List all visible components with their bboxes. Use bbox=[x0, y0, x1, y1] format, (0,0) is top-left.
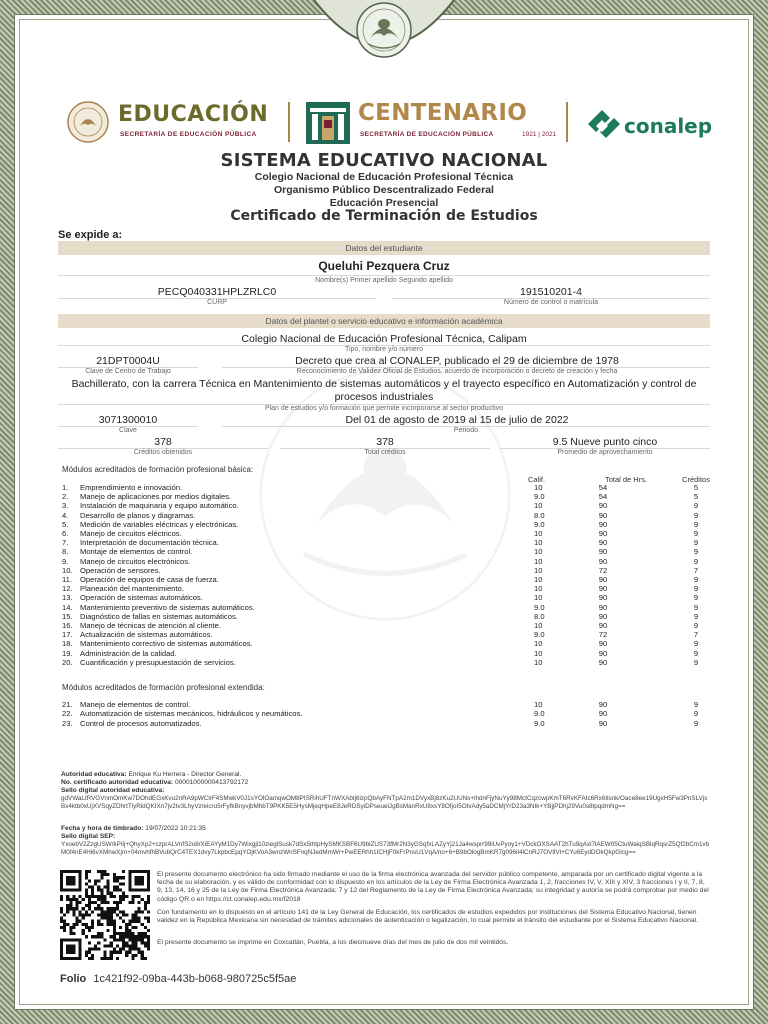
conalep-mark-icon bbox=[586, 106, 622, 140]
divider bbox=[58, 275, 710, 276]
module-row bbox=[58, 557, 710, 566]
module-name: Manejo de elementos de control. bbox=[80, 700, 191, 709]
module-row bbox=[58, 639, 710, 648]
logo-educacion-text: EDUCACIÓN bbox=[118, 102, 269, 127]
authority-value: Enrique Ku Herrera - Director General. bbox=[128, 771, 242, 778]
logo-educacion-subtitle: SECRETARÍA DE EDUCACIÓN PÚBLICA bbox=[120, 131, 257, 138]
module-row bbox=[58, 621, 710, 630]
basic-modules-title: Módulos acreditados de formación profesional básica: bbox=[62, 465, 254, 474]
module-credits: 9 bbox=[693, 593, 699, 603]
module-number: 20. bbox=[62, 657, 73, 667]
legal-text-print-place: El presente documento se imprime en Coxcatlán, Puebla, a los diecinueve días del mes de julio de dos mil veintidós. bbox=[157, 939, 509, 946]
module-credits: 9 bbox=[693, 556, 699, 566]
module-hours: 90 bbox=[598, 519, 608, 529]
logo-educacion bbox=[66, 100, 276, 146]
logo-centenario bbox=[304, 98, 564, 146]
module-row bbox=[58, 511, 710, 520]
legal-text-validity: Con fundamento en lo dispuesto en el artículo 141 de la Ley General de Educación, los certificados de estudios expedidos por instituciones del Sistema Educativo Nacional, tienen validez en la República Mexicana sin necesidad de trámites adicionales de autenticación o legalización, lo cual permite el tránsito del estudiante por el Sistema Educativo Nacional. bbox=[157, 909, 699, 925]
total-credits-label: Total créditos bbox=[364, 449, 406, 456]
module-credits: 7 bbox=[693, 565, 699, 575]
module-grade: 10 bbox=[534, 639, 543, 649]
module-number: 22. bbox=[62, 709, 73, 719]
module-name: Operación de sensores. bbox=[80, 565, 161, 575]
column-calif-header: Calif. bbox=[528, 475, 546, 484]
module-number: 11. bbox=[62, 575, 72, 584]
centenario-building-icon bbox=[304, 98, 352, 146]
school-section-band: Datos del plantel o servicio educativo e información académica bbox=[58, 314, 710, 328]
module-name: Operación de equipos de casa de fuerza. bbox=[80, 575, 219, 584]
module-credits: 5 bbox=[693, 492, 699, 502]
module-hours: 90 bbox=[598, 718, 608, 728]
logo-separator bbox=[288, 102, 290, 142]
institution-name: Colegio Nacional de Educación Profesional Técnica bbox=[254, 171, 514, 183]
curp-label: CURP bbox=[207, 299, 227, 306]
module-grade: 10 bbox=[534, 657, 543, 667]
module-credits: 9 bbox=[693, 611, 699, 621]
legal-text-signature: El presente documento electrónico ha sido firmado mediante el uso de la firma electrónica avanzada del servidor público competente, amparada por un certificado digital vigente a la fecha de su elaboración, y es válido de conformidad con lo dispuesto en los artículos de la Ley de Firma Electrónica Avanzada 1, 2, fracciones IV, V, XIII y XIV, 3 fracciones I y II, 7, 8, 9, 13, 14, 16 y 25 de la Ley de Firma Electrónica Avanzada; 7 y 12 del Reglamento de la Ley de Firma Electrónica Avanzada; su integridad y autoría se podrá comprobar por medio del código QR o en https://ct.conalep.edu.mx/f2018 bbox=[157, 871, 709, 903]
logo-centenario-text: CENTENARIO bbox=[358, 100, 528, 126]
education-mode: Educación Presencial bbox=[329, 197, 439, 209]
module-hours: 72 bbox=[598, 630, 608, 640]
module-credits: 9 bbox=[693, 538, 699, 548]
national-coat-of-arms-icon bbox=[310, 0, 458, 72]
module-hours: 90 bbox=[598, 538, 608, 548]
module-credits: 9 bbox=[693, 575, 699, 584]
module-grade: 10 bbox=[534, 593, 543, 603]
module-number: 5. bbox=[62, 519, 69, 529]
student-name-label: Nombre(s) Primer apellido Segundo apellido bbox=[315, 277, 453, 284]
module-number: 9. bbox=[62, 556, 69, 566]
module-number: 15. bbox=[62, 611, 73, 621]
module-hours: 90 bbox=[598, 639, 608, 649]
module-row bbox=[58, 584, 710, 593]
module-number: 2. bbox=[62, 492, 69, 502]
school-name-label: Tipo, nombre y/o número bbox=[345, 346, 423, 353]
stamp-date-label: Fecha y hora de timbrado: bbox=[61, 825, 144, 832]
module-hours: 90 bbox=[598, 584, 608, 594]
module-name: Mantenimiento preventivo de sistemas automáticos. bbox=[80, 602, 255, 612]
module-credits: 9 bbox=[693, 510, 699, 520]
module-row bbox=[58, 719, 710, 728]
module-hours: 90 bbox=[598, 556, 608, 566]
module-number: 12. bbox=[62, 584, 73, 594]
module-name: Manejo de circuitos electrónicos. bbox=[80, 556, 191, 566]
institution-type: Organismo Público Descentralizado Federal bbox=[274, 184, 494, 196]
clave-label: Clave bbox=[119, 427, 137, 434]
module-number: 6. bbox=[62, 529, 69, 538]
authority-seal-value: gdVWaLtRVGVnmOmKw7DOhdEGxKvu2nRA9pWClrF4SMwkV0J1sYOlOamqwOM8PISRihUFTnWXAbtj6izpQbAyFNTpA2m1DVyxBj8zKu2UUNs+lhdnFjyNuYy98MctCqzcwpKmT6RvKFAtc6Rx6Ilsnk/Oace8ee19UgxH5Fw3PnSLVjsBx4ktb0xUjXVSqyZDhrtTlyRldQKIXn7jv2tv3LhyVz/eicru5rFyfkBnyvjbMhbT9PKK5E5HysMjeqHpeE8JeRDSyiDPseuelJgBsManRxU8xsY8OfjoI5OtvAdy5aDCMjYrD23a3NIk+YBjjPDhj29Vu0s8tpqdmNg== bbox=[61, 795, 708, 810]
module-hours: 90 bbox=[598, 657, 608, 667]
module-row bbox=[58, 658, 710, 667]
period-value: Del 01 de agosto de 2019 al 15 de julio de 2022 bbox=[345, 414, 569, 426]
module-row bbox=[58, 529, 710, 538]
module-grade: 9.0 bbox=[534, 709, 545, 719]
module-hours: 90 bbox=[598, 529, 608, 538]
module-number: 1. bbox=[62, 483, 69, 492]
module-credits: 9 bbox=[693, 584, 699, 594]
sep-seal-label: Sello digital SEP: bbox=[61, 833, 116, 840]
rvoe-label: Reconocimiento de Validez Oficial de Estudios, acuerdo de incorporación o decreto de creación y fecha bbox=[296, 368, 618, 375]
curp-value: PECQ040331HPLZRLC0 bbox=[157, 286, 277, 298]
logo-conalep bbox=[586, 106, 713, 142]
module-grade: 10 bbox=[534, 575, 543, 584]
credits-obtained-label: Créditos obtenidos bbox=[133, 449, 193, 456]
module-grade: 10 bbox=[534, 529, 543, 538]
module-hours: 90 bbox=[598, 501, 608, 511]
control-number-value: 191510201-4 bbox=[520, 286, 582, 298]
module-name: Desarrollo de planos y diagramas. bbox=[80, 510, 196, 520]
module-name: Montaje de elementos de control. bbox=[80, 547, 193, 557]
control-number-label: Número de control o matrícula bbox=[503, 299, 599, 306]
module-number: 17. bbox=[62, 630, 73, 640]
module-hours: 90 bbox=[598, 648, 608, 658]
module-grade: 10 bbox=[534, 547, 543, 557]
module-grade: 10 bbox=[534, 565, 543, 575]
folio bbox=[60, 973, 296, 985]
module-credits: 9 bbox=[693, 621, 699, 630]
logo-separator bbox=[566, 102, 568, 142]
credits-obtained-value: 378 bbox=[154, 436, 172, 448]
module-grade: 9.0 bbox=[534, 492, 545, 502]
module-name: Actualización de sistemas automáticos. bbox=[80, 630, 213, 640]
qr-code-icon[interactable] bbox=[60, 870, 150, 960]
issued-to-label: Se expide a: bbox=[58, 229, 123, 241]
module-name: Mantenimiento correctivo de sistemas automáticos. bbox=[80, 639, 253, 649]
institution-logos bbox=[60, 96, 713, 150]
rvoe-value: Decreto que crea al CONALEP, publicado el 29 de diciembre de 1978 bbox=[295, 355, 619, 367]
module-row bbox=[58, 492, 710, 501]
module-row bbox=[58, 483, 710, 492]
module-row bbox=[58, 547, 710, 556]
module-name: Manejo de técnicas de atención al cliente. bbox=[80, 621, 221, 630]
module-credits: 9 bbox=[693, 648, 699, 658]
module-credits: 9 bbox=[693, 709, 699, 719]
module-name: Diagnóstico de fallas en sistemas automáticos. bbox=[80, 611, 238, 621]
module-name: Manejo de aplicaciones por medios digitales. bbox=[80, 492, 232, 502]
cert-number-label: No. certificado autoridad educativa: bbox=[61, 779, 174, 786]
module-credits: 9 bbox=[693, 700, 699, 709]
module-hours: 90 bbox=[598, 510, 608, 520]
cert-number-value: 00001000000413792172 bbox=[174, 779, 249, 786]
module-number: 21. bbox=[62, 700, 73, 709]
module-name: Control de procesos automatizados. bbox=[80, 718, 202, 728]
module-grade: 8.0 bbox=[534, 510, 545, 520]
clave-value: 3071300010 bbox=[98, 414, 158, 426]
module-row bbox=[58, 520, 710, 529]
module-row bbox=[58, 709, 710, 718]
module-name: Medición de variables eléctricas y electrónicas. bbox=[80, 519, 239, 529]
module-row bbox=[58, 501, 710, 510]
module-number: 13. bbox=[62, 593, 73, 603]
module-grade: 10 bbox=[534, 621, 543, 630]
logo-conalep-text: conalep bbox=[624, 114, 713, 138]
module-name: Planeación del mantenimiento. bbox=[80, 584, 184, 594]
module-number: 16. bbox=[62, 621, 73, 630]
period-label: Periodo bbox=[453, 427, 479, 434]
module-grade: 9.0 bbox=[534, 630, 545, 640]
module-name: Emprendimiento e innovación. bbox=[80, 483, 183, 492]
authority-label: Autoridad educativa: bbox=[61, 771, 127, 778]
module-credits: 9 bbox=[693, 519, 699, 529]
module-hours: 90 bbox=[598, 709, 608, 719]
module-credits: 9 bbox=[693, 529, 699, 538]
module-number: 4. bbox=[62, 510, 69, 520]
module-hours: 54 bbox=[598, 483, 608, 492]
study-plan-value: Bachillerato, con la carrera Técnica en Mantenimiento de sistemas automáticos y el trayecto específico en Automatización y control de procesos industriales bbox=[71, 378, 697, 403]
module-hours: 90 bbox=[598, 700, 608, 709]
module-credits: 7 bbox=[693, 630, 699, 640]
module-name: Cuantificación y presupuestación de servicios. bbox=[80, 657, 236, 667]
module-credits: 9 bbox=[693, 602, 699, 612]
student-section-band: Datos del estudiante bbox=[58, 241, 710, 255]
sep-seal-value: YxoebV2ZzgUSW/kPiIj+QhyXp2+czprALVnfS2o8/XiEAYyM1Dy7Wixgjl10zieglSusk7dSx5thtpHySMKSBF6U9blZUS73fMr2N3yGSqfxLAZyYj21Ja4wsprr99iUvPyoy1+VDckOXSAAT2hTu9qAxl7lAEW05CtuWaiqSBlqRqsrZ5Qf2bCm1vbM0f4nE4Hi6vXMhwXjm+04mvhfhBVubQrC4TEX1dvy7LkpbcEpqYOjKVoA3wnzWnSFnqNJedMmWr+PwEERhh1ICHjF0kFrPnsU1VqA/no+6+B9bOlogBmKR7g096iI4lCnRJ7OVtlVl+CYu6EydDOkQkpGIcg== bbox=[61, 841, 710, 856]
module-grade: 9.0 bbox=[534, 718, 545, 728]
module-grade: 10 bbox=[534, 483, 543, 492]
module-row bbox=[58, 538, 710, 547]
column-hours-header: Total de Hrs. bbox=[604, 475, 648, 484]
module-credits: 9 bbox=[693, 547, 699, 557]
module-hours: 90 bbox=[598, 621, 608, 630]
module-grade: 10 bbox=[534, 648, 543, 658]
module-grade: 10 bbox=[534, 538, 543, 548]
authority-block bbox=[61, 771, 711, 810]
module-credits: 9 bbox=[693, 501, 699, 511]
school-name: Colegio Nacional de Educación Profesional Técnica, Calipam bbox=[241, 333, 527, 345]
module-name: Automatización de sistemas mecánicos, hidráulicos y neumáticos. bbox=[80, 709, 303, 719]
cct-value: 21DPT0004U bbox=[96, 355, 160, 367]
student-name: Queluhi Pezquera Cruz bbox=[318, 259, 450, 273]
column-credits-header: Créditos bbox=[682, 475, 710, 484]
module-credits: 5 bbox=[693, 483, 699, 492]
module-hours: 90 bbox=[598, 575, 608, 584]
module-hours: 54 bbox=[598, 492, 608, 502]
module-hours: 90 bbox=[598, 547, 608, 557]
module-name: Interpretación de documentación técnica. bbox=[80, 538, 219, 548]
total-credits-value: 378 bbox=[376, 436, 394, 448]
module-number: 10. bbox=[62, 565, 73, 575]
module-hours: 90 bbox=[598, 593, 608, 603]
module-grade: 8.0 bbox=[534, 611, 545, 621]
module-grade: 10 bbox=[534, 501, 543, 511]
module-credits: 9 bbox=[693, 639, 699, 649]
module-number: 8. bbox=[62, 547, 69, 557]
module-row bbox=[58, 575, 710, 584]
module-row bbox=[58, 603, 710, 612]
module-grade: 9.0 bbox=[534, 519, 545, 529]
module-name: Administración de la calidad. bbox=[80, 648, 177, 658]
module-number: 7. bbox=[62, 538, 69, 548]
document-title: SISTEMA EDUCATIVO NACIONAL bbox=[220, 150, 548, 171]
module-grade: 10 bbox=[534, 556, 543, 566]
folio-label: Folio bbox=[60, 973, 87, 985]
sep-seal-icon bbox=[66, 100, 110, 144]
module-number: 23. bbox=[62, 718, 73, 728]
cct-label: Clave de Centro de Trabajo bbox=[85, 368, 171, 375]
module-number: 3. bbox=[62, 501, 69, 511]
stamp-date-value: 19/07/2022 10:21:35 bbox=[145, 825, 206, 832]
module-row bbox=[58, 612, 710, 621]
sep-block bbox=[61, 825, 711, 856]
module-row bbox=[58, 630, 710, 639]
module-row bbox=[58, 566, 710, 575]
module-credits: 9 bbox=[693, 718, 699, 728]
average-label: Promedio de aprovechamiento bbox=[557, 449, 653, 456]
module-credits: 9 bbox=[693, 657, 699, 667]
module-row bbox=[58, 649, 710, 658]
module-grade: 10 bbox=[534, 700, 543, 709]
module-hours: 90 bbox=[598, 602, 608, 612]
module-number: 18. bbox=[62, 639, 73, 649]
module-hours: 72 bbox=[598, 565, 608, 575]
module-name: Manejo de circuitos eléctricos. bbox=[80, 529, 182, 538]
average-value: 9.5 Nueve punto cinco bbox=[552, 436, 658, 448]
module-number: 14. bbox=[62, 602, 73, 612]
module-name: Operación de sistemas automáticos. bbox=[80, 593, 203, 603]
extended-modules-title: Módulos acreditados de formación profesional extendida: bbox=[62, 683, 265, 692]
logo-centenario-subtitle: SECRETARÍA DE EDUCACIÓN PÚBLICA bbox=[360, 131, 494, 138]
module-number: 19. bbox=[62, 648, 73, 658]
module-hours: 90 bbox=[598, 611, 608, 621]
module-row bbox=[58, 700, 710, 709]
study-plan-label: Plan de estudios y/o formación que permite incorporarse al sector productivo bbox=[264, 405, 504, 412]
module-grade: 9.0 bbox=[534, 602, 545, 612]
logo-centenario-years: 1921 | 2021 bbox=[522, 131, 557, 138]
module-row bbox=[58, 593, 710, 602]
authority-seal-label: Sello digital autoridad educativa: bbox=[61, 787, 165, 794]
module-grade: 10 bbox=[534, 584, 543, 594]
folio-value: 1c421f92-09ba-443b-b068-980725c5f5ae bbox=[93, 973, 297, 985]
certificate-title: Certificado de Terminación de Estudios bbox=[230, 208, 538, 224]
module-name: Instalación de maquinaria y equipo automático. bbox=[80, 501, 239, 511]
